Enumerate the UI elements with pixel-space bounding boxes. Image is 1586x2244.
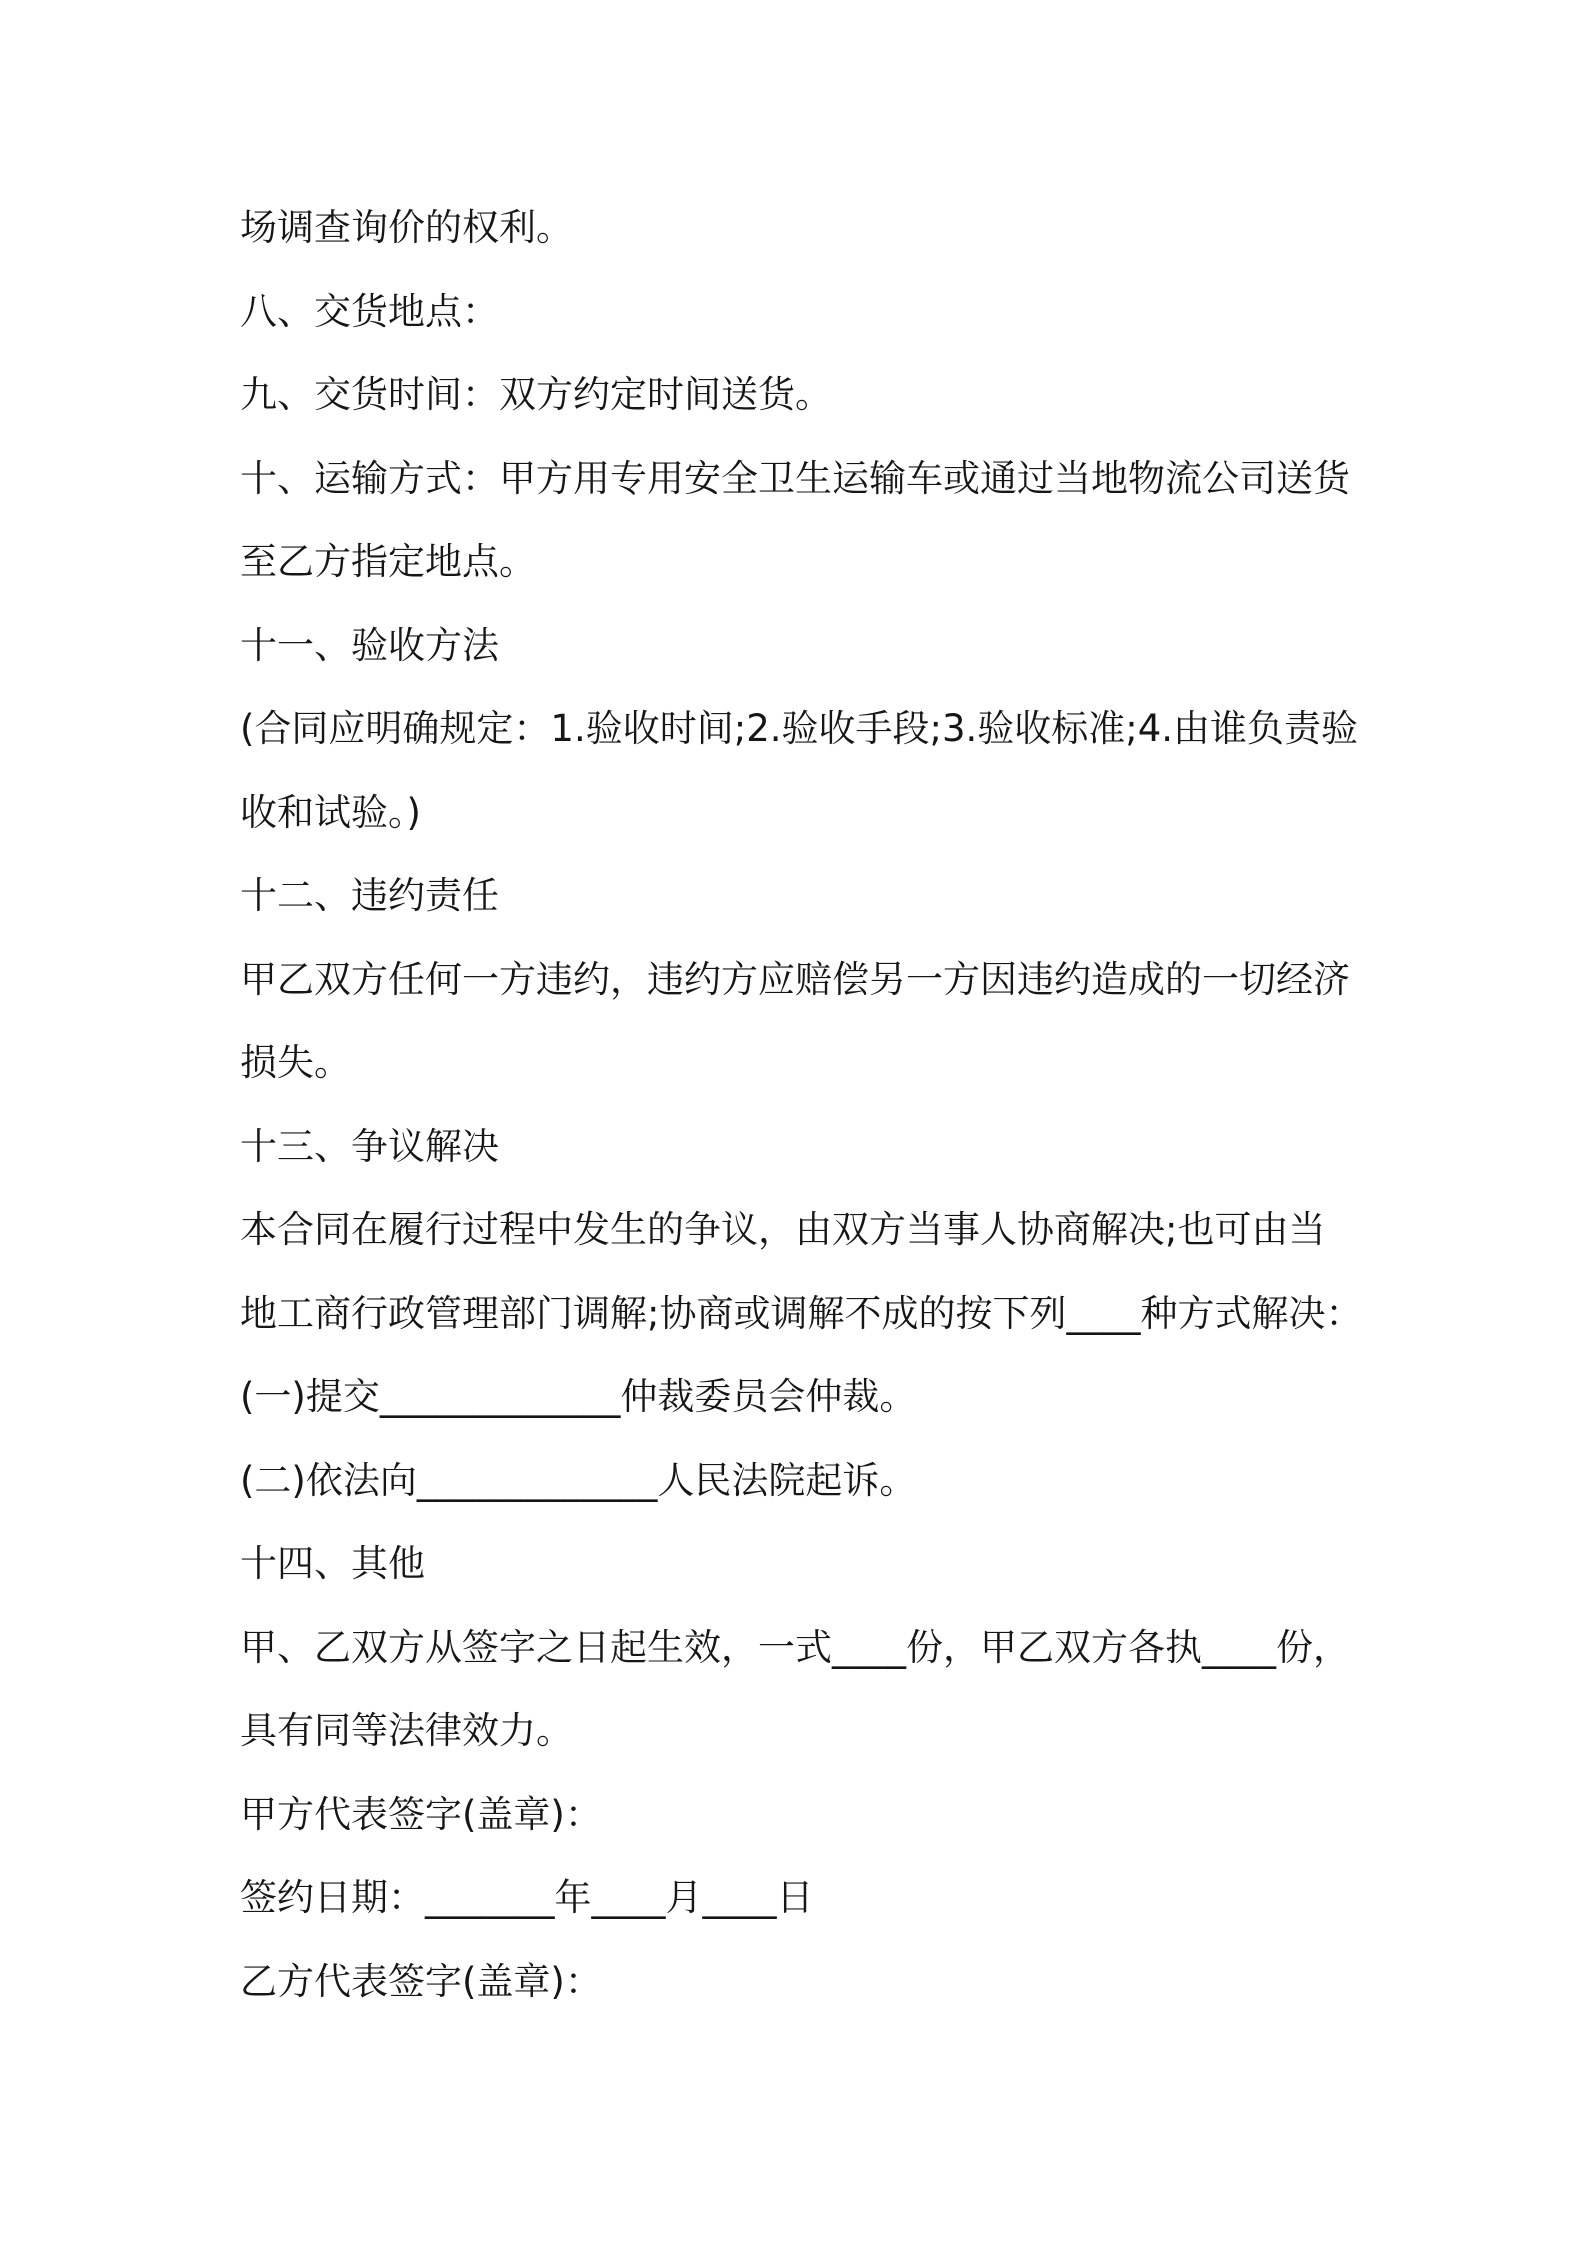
signing-date-line: 签约日期：_______年____月____日 bbox=[240, 1876, 814, 1919]
text-line: 收和试验。) bbox=[240, 790, 421, 834]
section-heading-delivery-place: 八、交货地点： bbox=[240, 289, 499, 333]
section-heading-acceptance: 十一、验收方法 bbox=[240, 623, 499, 667]
text-line: 损失。 bbox=[240, 1041, 351, 1084]
party-a-signature-line: 甲方代表签字(盖章)： bbox=[240, 1792, 602, 1836]
document-body bbox=[240, 186, 1363, 2023]
text-line: 本合同在履行过程中发生的争议，由双方当事人协商解决;也可由当 bbox=[240, 1208, 1326, 1251]
text-line: (一)提交_____________仲裁委员会仲裁。 bbox=[240, 1375, 917, 1418]
text-line: (合同应明确规定：1.验收时间;2.验收手段;3.验收标准;4.由谁负责验 bbox=[240, 707, 1359, 750]
text-line: 甲乙双方任何一方违约，违约方应赔偿另一方因违约造成的一切经济 bbox=[240, 957, 1350, 1001]
text-line: 至乙方指定地点。 bbox=[240, 540, 536, 583]
section-heading-liability: 十二、违约责任 bbox=[240, 874, 499, 917]
text-line: 地工商行政管理部门调解;协商或调解不成的按下列____种方式解决： bbox=[240, 1291, 1363, 1335]
section-heading-transport: 十、运输方式：甲方用专用安全卫生运输车或通过当地物流公司送货 bbox=[240, 456, 1350, 500]
text-line: 甲、乙双方从签字之日起生效，一式____份，甲乙双方各执____份， bbox=[240, 1625, 1350, 1669]
text-line: 场调查询价的权利。 bbox=[240, 206, 573, 249]
section-heading-dispute: 十三、争议解决 bbox=[240, 1124, 499, 1168]
section-heading-other: 十四、其他 bbox=[240, 1542, 425, 1585]
party-b-signature-line: 乙方代表签字(盖章)： bbox=[240, 1959, 602, 2003]
text-line: 具有同等法律效力。 bbox=[240, 1709, 573, 1752]
text-line: (二)依法向_____________人民法院起诉。 bbox=[240, 1458, 917, 1502]
section-heading-delivery-time: 九、交货时间：双方约定时间送货。 bbox=[240, 373, 832, 416]
